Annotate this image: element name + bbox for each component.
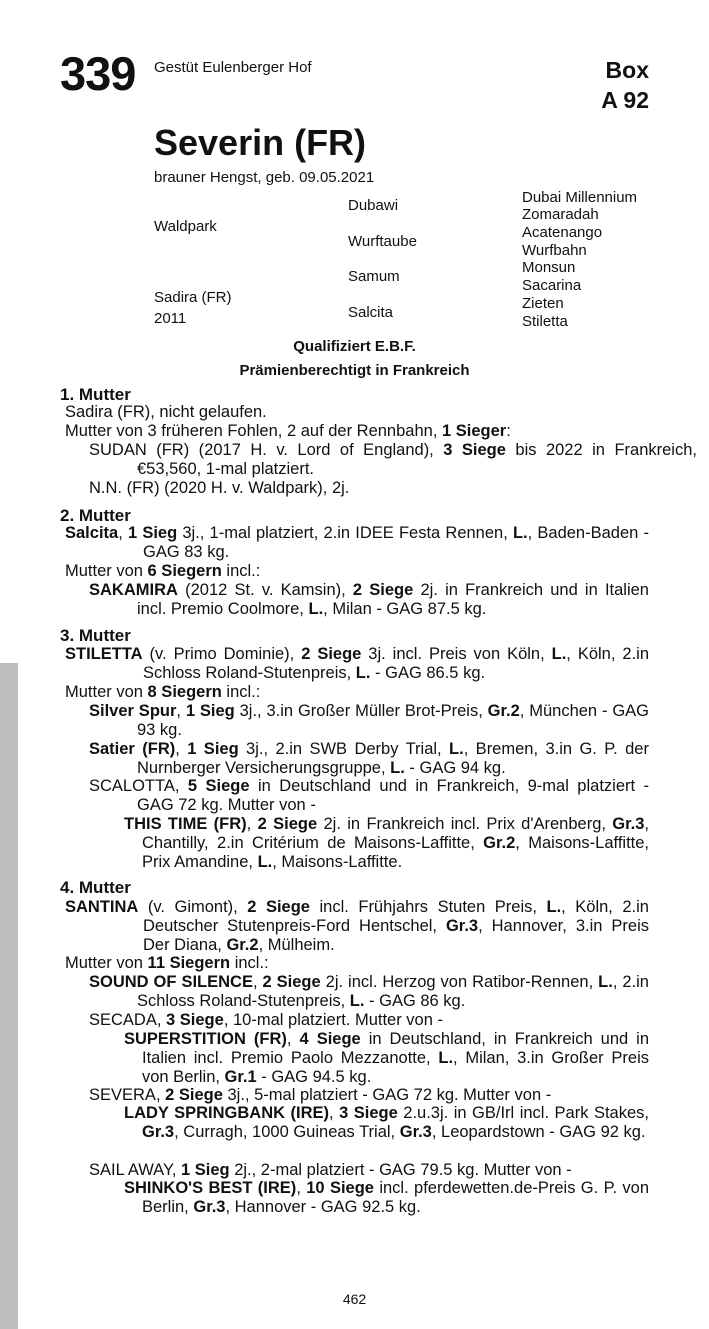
page-number: 462 [342, 1291, 367, 1307]
pedigree-dam-year: 2011 [154, 310, 187, 327]
offspring-lady-springbank: LADY SPRINGBANK (IRE), 3 Siege 2.u.3j. in GB/Irl incl. Park Stakes, Gr.3, Curragh, 1000 Guineas Trial, Gr.3, Leopardstown - GAG 92 kg. [124, 1104, 649, 1141]
offspring-secada: SECADA, 3 Siege, 10-mal platziert. Mutter von - [89, 1011, 443, 1029]
qualification-premium: Prämienberechtigt in Frankreich [239, 362, 470, 379]
dam-4-record: SANTINA (v. Gimont), 2 Siege incl. Frühjahrs Stuten Preis, L., Köln, 2.in Deutscher Stutenpreis-Ford Hentschel, Gr.3, Hannover, 3.in Preis Der Diana, Gr.2, Mülheim. [65, 898, 649, 954]
dam-1-line: Sadira (FR), nicht gelaufen. [65, 403, 267, 421]
offspring-satier: Satier (FR), 1 Sieg 3j., 2.in SWB Derby Trial, L., Bremen, 3.in G. P. der Nurnberger Versicherungsgruppe, L. - GAG 94 kg. [89, 740, 649, 777]
pedigree-dam-sire: Samum [348, 268, 400, 285]
dam-1-produce: Mutter von 3 früheren Fohlen, 2 auf der Rennbahn, 1 Sieger: [65, 422, 511, 440]
offspring-severa: SEVERA, 2 Siege 3j., 5-mal platziert - GAG 72 kg. Mutter von - [89, 1086, 552, 1104]
horse-description: brauner Hengst, geb. 09.05.2021 [154, 169, 375, 186]
pedigree-sire-dam: Wurftaube [348, 233, 417, 250]
dam-2-produce: Mutter von 6 Siegern incl.: [65, 562, 261, 580]
offspring-superstition: SUPERSTITION (FR), 4 Siege in Deutschland, in Frankreich und in Italien incl. Premio Paolo Mezzanotte, L., Milan, 3.in Großer Preis von Berlin, Gr.1 - GAG 94.5 kg. [124, 1030, 650, 1086]
pedigree-g3-6: Sacarina [522, 277, 582, 294]
offspring-sudan: SUDAN (FR) (2017 H. v. Lord of England), 3 Siege bis 2022 in Frankreich, €53,560, 1-mal platziert. [89, 441, 697, 478]
pedigree-g3-3: Acatenango [522, 224, 603, 241]
pedigree-sire: Waldpark [154, 218, 217, 235]
qualification-ebf: Qualifiziert E.B.F. [293, 338, 416, 355]
section-heading-3: 3. Mutter [60, 626, 131, 645]
dam-3-produce: Mutter von 8 Siegern incl.: [65, 683, 261, 701]
offspring-scalotta: SCALOTTA, 5 Siege in Deutschland und in Frankreich, 9-mal platziert - GAG 72 kg. Mutter von - [89, 777, 649, 814]
offspring-silver-spur: Silver Spur, 1 Sieg 3j., 3.in Großer Müller Brot-Preis, Gr.2, München - GAG 93 kg. [89, 702, 650, 739]
offspring-sakamira: SAKAMIRA (2012 St. v. Kamsin), 2 Siege 2j. in Frankreich und in Italien incl. Premio Coolmore, L., Milan - GAG 87.5 kg. [89, 581, 649, 618]
page-edge-tab [0, 663, 18, 1329]
pedigree-g3-1: Dubai Millennium [522, 189, 638, 206]
section-heading-1: 1. Mutter [60, 385, 131, 404]
pedigree-g3-8: Stiletta [522, 313, 568, 330]
offspring-nn: N.N. (FR) (2020 H. v. Waldpark), 2j. [89, 479, 350, 497]
pedigree-g3-2: Zomaradah [522, 206, 599, 223]
dam-2-record: Salcita, 1 Sieg 3j., 1-mal platziert, 2.in IDEE Festa Rennen, L., Baden-Baden - GAG 83 kg. [65, 524, 649, 561]
box-number: A 92 [601, 87, 649, 113]
dam-3-record: STILETTA (v. Primo Dominie), 2 Siege 3j. incl. Preis von Köln, L., Köln, 2.in Schloss Roland-Stutenpreis, L. - GAG 86.5 kg. [65, 645, 649, 682]
pedigree-g3-4: Wurfbahn [522, 242, 587, 259]
offspring-sail-away: SAIL AWAY, 1 Sieg 2j., 2-mal platziert - GAG 79.5 kg. Mutter von - [89, 1161, 572, 1179]
pedigree-dam-dam: Salcita [348, 304, 394, 321]
lot-number: 339 [60, 47, 136, 100]
box-label: Box [605, 57, 649, 83]
box-location [601, 55, 649, 115]
dam-4-produce: Mutter von 11 Siegern incl.: [65, 954, 269, 972]
offspring-this-time: THIS TIME (FR), 2 Siege 2j. in Frankreich incl. Prix d'Arenberg, Gr.3, Chantilly, 2.in Critérium de Maisons-Laffitte, Gr.2, Maisons-Laffitte, Prix Amandine, L., Maisons-Laffitte. [124, 815, 649, 871]
horse-name: Severin (FR) [154, 122, 367, 163]
pedigree-g3-7: Zieten [522, 295, 564, 312]
offspring-shinkos-best: SHINKO'S BEST (IRE), 10 Siege incl. pferdewetten.de-Preis G. P. von Berlin, Gr.3, Hannover - GAG 92.5 kg. [124, 1179, 649, 1216]
section-heading-4: 4. Mutter [60, 878, 131, 897]
offspring-sound-of-silence: SOUND OF SILENCE, 2 Siege 2j. incl. Herzog von Ratibor-Rennen, L., 2.in Schloss Roland-Stutenpreis, L. - GAG 86 kg. [89, 973, 649, 1010]
section-heading-2: 2. Mutter [60, 506, 131, 525]
pedigree-sire-sire: Dubawi [348, 197, 399, 214]
breeder-name: Gestüt Eulenberger Hof [154, 59, 312, 76]
pedigree-g3-5: Monsun [522, 259, 576, 276]
pedigree-dam: Sadira (FR) [154, 289, 232, 306]
